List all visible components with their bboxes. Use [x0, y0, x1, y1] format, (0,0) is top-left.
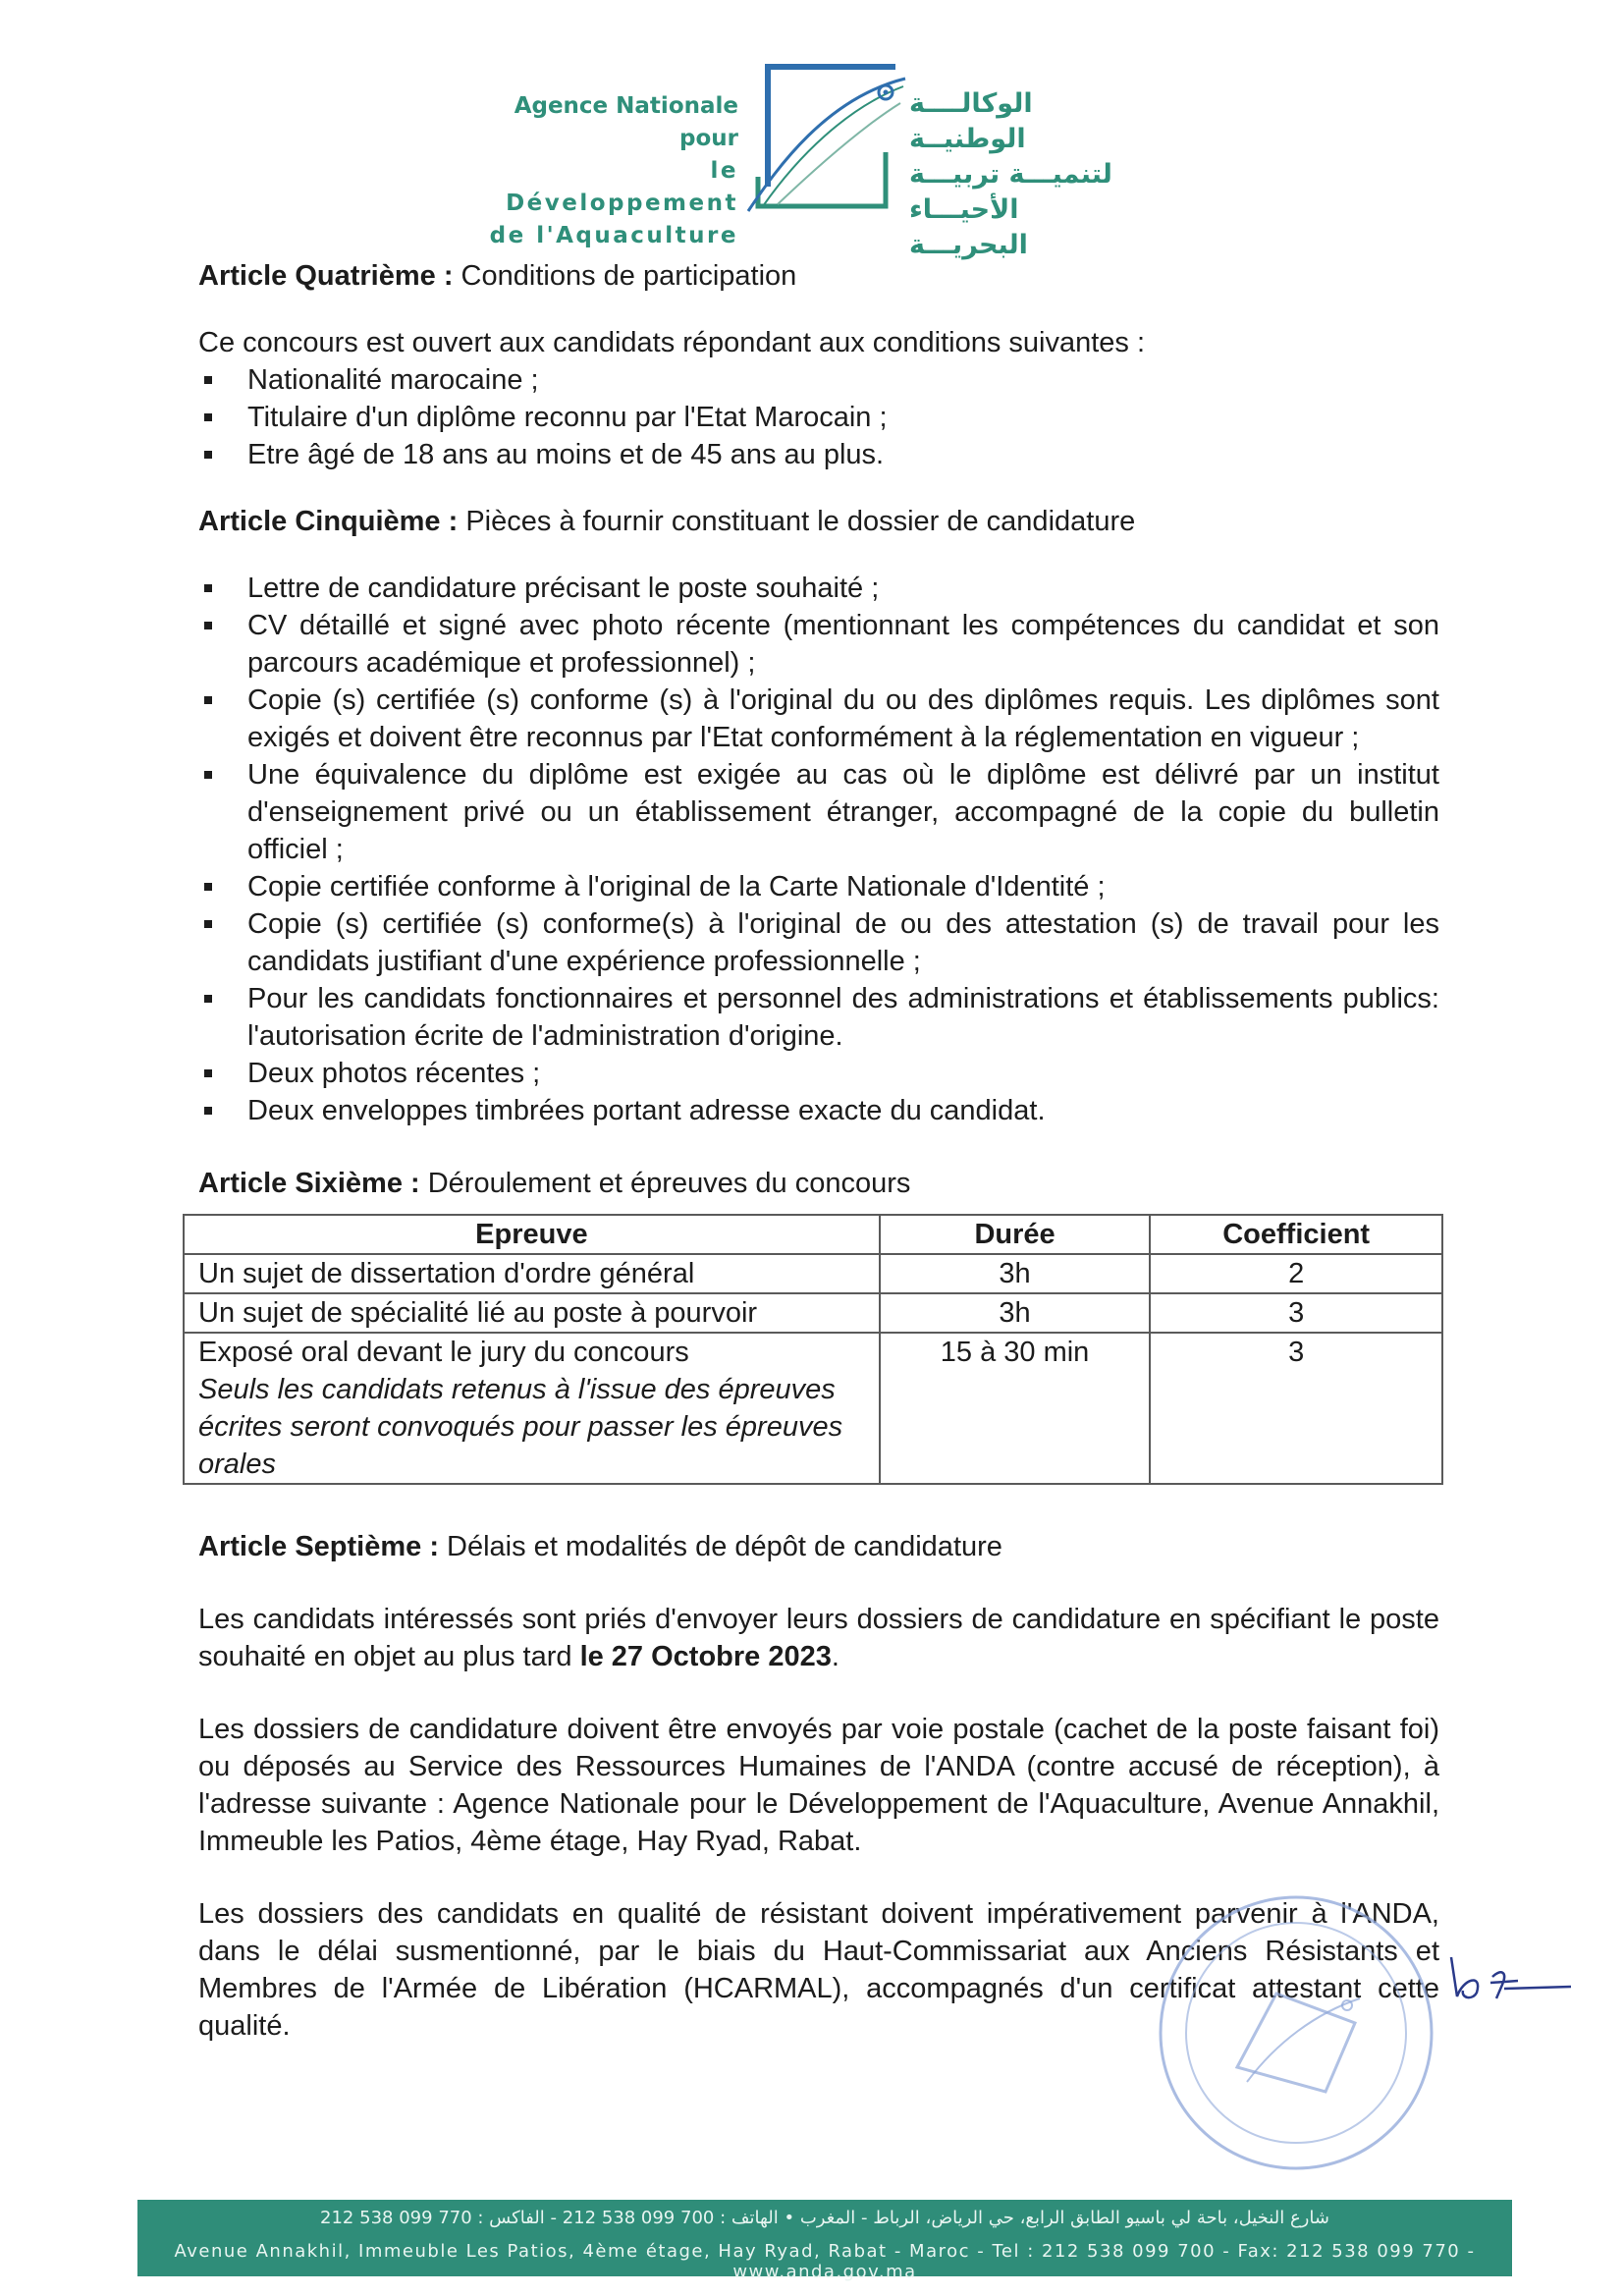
footer-arabic-address: شارع النخيل، باحة لي باسيو الطابق الرابع، حي الرياض، الرباط - المغرب • الهاتف : 700 099 538 212 - الفاكس : 770 099 538 212 [320, 2208, 1329, 2228]
article-7-paragraph-resistants: Les dossiers des candidats en qualité de résistant doivent impérativement parvenir à l'ANDA, dans le délai susmentionné, par le biais du Haut-Commissariat aux Anciens Résistants et Membres de l'Armée de Libération (HCARMAL), accompagnés d'un certificat attestant cette qualité. [198, 1898, 1439, 2042]
table-header-row [184, 1215, 1442, 1254]
list-item: Copie certifiée conforme à l'original de la Carte Nationale d'Identité ; [198, 868, 1439, 905]
col-header-epreuve: Epreuve [184, 1215, 880, 1254]
epreuves-table [183, 1214, 1443, 1485]
article-5-heading: Article Cinquième : Pièces à fournir constituant le dossier de candidature [198, 506, 1136, 537]
logo-arabic-text: الوكالــــة الوطنيــة لتنميـــة تربيـــة الأحيـــاء البحريـــة [909, 88, 1112, 260]
list-item: Deux enveloppes timbrées portant adresse exacte du candidat. [198, 1092, 1439, 1129]
anda-logo [481, 59, 1149, 260]
list-item: Lettre de candidature précisant le poste souhaité ; [198, 570, 1439, 607]
table-row: Un sujet de dissertation d'ordre général 3h 2 [184, 1254, 1442, 1293]
table-row: Exposé oral devant le jury du concours Seuls les candidats retenus à l'issue des épreuves écrites seront convoqués pour passer les épreuves orales 15 à 30 min 3 [184, 1333, 1442, 1484]
article-7-paragraph-address: Les dossiers de candidature doivent être envoyés par voie postale (cachet de la poste faisant foi) ou déposés au Service des Ressources Humaines de l'ANDA (contre accusé de réception), à l'adresse suivante : Agence Nationale pour le Développement de l'Aquaculture, Avenue Annakhil, Immeuble les Patios, 4ème étage, Hay Ryad, Rabat. [198, 1714, 1439, 1857]
list-item: Une équivalence du diplôme est exigée au cas où le diplôme est délivré par un institut d'enseignement privé ou un établissement étranger, accompagné de la copie du bulletin officiel ; [198, 756, 1439, 868]
article-7-heading: Article Septième : Délais et modalités de dépôt de candidature [198, 1531, 1002, 1562]
list-item: Pour les candidats fonctionnaires et personnel des administrations et établissements publics: l'autorisation écrite de l'administration d'origine. [198, 980, 1439, 1055]
deadline-date: le 27 Octobre 2023 [579, 1641, 832, 1672]
list-item: Copie (s) certifiée (s) conforme (s) à l'original du ou des diplômes requis. Les diplômes sont exigés et doivent être reconnus par l'Etat conformément à la réglementation en vigueur ; [198, 682, 1439, 756]
logo-french-text: Agence Nationale pour le Développement de l'Aquaculture [489, 93, 738, 248]
article-4-conditions-list [198, 361, 1439, 473]
list-item: Copie (s) certifiée (s) conforme(s) à l'original de ou des attestation (s) de travail pour les candidats justifiant d'une expérience professionnelle ; [198, 905, 1439, 980]
document-body [198, 257, 1439, 1202]
list-item: CV détaillé et signé avec photo récente (mentionnant les compétences du candidat et son parcours académique et professionnel) ; [198, 607, 1439, 682]
table-row: Un sujet de spécialité lié au poste à pourvoir 3h 3 [184, 1293, 1442, 1333]
oral-exam-note: Seuls les candidats retenus à l'issue des épreuves écrites seront convoqués pour passer les épreuves orales [198, 1374, 843, 1480]
footer-french-address: Avenue Annakhil, Immeuble Les Patios, 4ème étage, Hay Ryad, Rabat - Maroc - Tel : 212 538 099 700 - Fax: 212 538 099 770 - www.anda.gov.ma [174, 2241, 1476, 2282]
footer-contact-band [137, 2200, 1512, 2282]
col-header-duree: Durée [880, 1215, 1151, 1254]
list-item: Etre âgé de 18 ans au moins et de 45 ans au plus. [198, 436, 1439, 473]
logo-fish-mark-icon [738, 59, 915, 216]
list-item: Titulaire d'un diplôme reconnu par l'Etat Marocain ; [198, 399, 1439, 436]
official-stamp-icon [1129, 1886, 1463, 2180]
list-item: Deux photos récentes ; [198, 1055, 1439, 1092]
article-7-paragraph-deadline: Les candidats intéressés sont priés d'envoyer leurs dossiers de candidature en spécifiant le poste souhaité en objet au plus tard le 27 Octobre 2023. [198, 1604, 1439, 1672]
article-5-documents-list [198, 570, 1439, 1129]
article-6-heading: Article Sixième : Déroulement et épreuves du concours [198, 1168, 911, 1199]
article-4-heading: Article Quatrième : Conditions de participation [198, 260, 797, 292]
list-item: Nationalité marocaine ; [198, 361, 1439, 399]
col-header-coefficient: Coefficient [1150, 1215, 1442, 1254]
article-4-intro: Ce concours est ouvert aux candidats répondant aux conditions suivantes : [198, 327, 1146, 358]
signature-icon [1443, 1949, 1581, 2008]
